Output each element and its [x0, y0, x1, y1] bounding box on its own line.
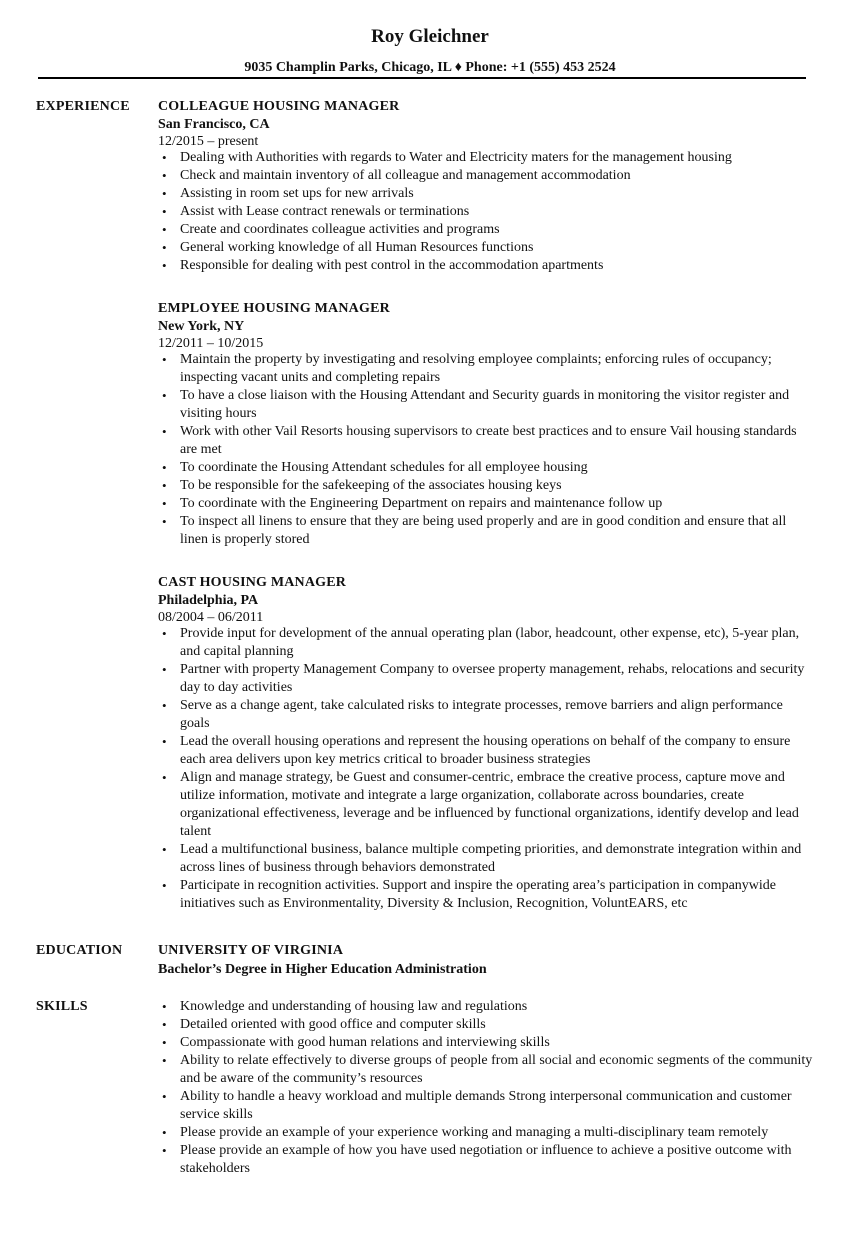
bullet-dot: • [162, 514, 167, 529]
bullet-item [158, 167, 813, 185]
header-divider [38, 77, 806, 79]
bullet-text: To inspect all linens to ensure that they are being used properly and are in good condition and ensure that all linen is properly stored [180, 514, 787, 547]
skills-bullets [158, 998, 813, 1178]
bullet-item [158, 257, 813, 275]
bullet-dot: • [162, 352, 167, 367]
job-dates: 12/2011 – 10/2015 [158, 336, 264, 351]
bullet-dot: • [162, 626, 167, 641]
bullet-text: Responsible for dealing with pest control in the accommodation apartments [180, 258, 604, 273]
bullet-dot: • [162, 258, 167, 273]
job-bullets [158, 625, 813, 913]
bullet-item [158, 459, 813, 477]
bullet-dot: • [162, 734, 167, 749]
job-title: COLLEAGUE HOUSING MANAGER [158, 99, 400, 114]
bullet-text: Maintain the property by investigating and resolving employee complaints; enforcing rules of occupancy; inspecting vacant units and completing repairs [180, 352, 772, 385]
bullet-item [158, 423, 813, 459]
bullet-text: Assisting in room set ups for new arrivals [180, 186, 414, 201]
education-entry [158, 942, 813, 980]
education-school: UNIVERSITY OF VIRGINIA [158, 943, 344, 958]
section-label-skills: SKILLS [36, 999, 88, 1014]
bullet-item [158, 769, 813, 841]
bullet-item [158, 1052, 813, 1088]
bullet-text: Dealing with Authorities with regards to Water and Electricity maters for the management housing [180, 150, 732, 165]
bullet-dot: • [162, 388, 167, 403]
bullet-dot: • [162, 478, 167, 493]
bullet-dot: • [162, 204, 167, 219]
job-bullets [158, 351, 813, 549]
candidate-name: Roy Gleichner [371, 26, 489, 47]
bullet-text: Please provide an example of your experience working and managing a multi-disciplinary team remotely [180, 1125, 769, 1140]
bullet-text: Ability to relate effectively to diverse groups of people from all social and economic segments of the community and be aware of the community’s resources [180, 1053, 813, 1086]
job-entry [158, 300, 813, 549]
bullet-item [158, 1016, 813, 1034]
bullet-dot: • [162, 1053, 167, 1068]
bullet-dot: • [162, 1089, 167, 1104]
bullet-text: Work with other Vail Resorts housing supervisors to create best practices and to ensure Vail housing standards are met [180, 424, 797, 457]
bullet-text: Detailed oriented with good office and computer skills [180, 1017, 486, 1032]
job-location: New York, NY [158, 319, 245, 334]
job-title: CAST HOUSING MANAGER [158, 575, 347, 590]
bullet-text: Partner with property Management Company to oversee property management, rehabs, relocations and security day to day activities [180, 662, 805, 695]
bullet-text: Participate in recognition activities. Support and inspire the operating area’s participation in companywide initiatives such as Environmentality, Diversity & Inclusion, Recognition, VoluntEARS, etc [180, 878, 776, 911]
job-location: San Francisco, CA [158, 117, 270, 132]
bullet-dot: • [162, 842, 167, 857]
bullet-item [158, 351, 813, 387]
job-title: EMPLOYEE HOUSING MANAGER [158, 301, 390, 316]
job-entry [158, 98, 813, 275]
bullet-item [158, 998, 813, 1016]
job-entry [158, 574, 813, 913]
bullet-dot: • [162, 1017, 167, 1032]
bullet-item [158, 513, 813, 549]
bullet-item [158, 221, 813, 239]
bullet-text: Align and manage strategy, be Guest and consumer-centric, embrace the creative process, capture move and utilize information, motivate and integrate a large organization, collaborate across boundaries, create organizational effectiveness, leverage and be influenced by functional organizations, identify develop and lead talent [180, 770, 799, 839]
bullet-item [158, 841, 813, 877]
bullet-item [158, 387, 813, 423]
bullet-dot: • [162, 698, 167, 713]
bullet-dot: • [162, 424, 167, 439]
bullet-text: Lead the overall housing operations and represent the housing operations on behalf of the company to ensure each area delivers upon key metrics critical to broader business strategies [180, 734, 791, 767]
bullet-dot: • [162, 240, 167, 255]
bullet-text: Compassionate with good human relations and interviewing skills [180, 1035, 550, 1050]
bullet-item [158, 877, 813, 913]
bullet-text: Check and maintain inventory of all colleague and management accommodation [180, 168, 631, 183]
bullet-text: Serve as a change agent, take calculated risks to integrate processes, remove barriers and align performance goals [180, 698, 783, 731]
bullet-dot: • [162, 496, 167, 511]
bullet-text: Ability to handle a heavy workload and multiple demands Strong interpersonal communication and customer service skills [180, 1089, 792, 1122]
bullet-item [158, 697, 813, 733]
bullet-text: Create and coordinates colleague activities and programs [180, 222, 500, 237]
bullet-item [158, 1142, 813, 1178]
bullet-item [158, 1034, 813, 1052]
bullet-text: To coordinate with the Engineering Department on repairs and maintenance follow up [180, 496, 663, 511]
bullet-dot: • [162, 150, 167, 165]
bullet-item [158, 1088, 813, 1124]
bullet-dot: • [162, 1125, 167, 1140]
bullet-item [158, 733, 813, 769]
bullet-dot: • [162, 662, 167, 677]
bullet-item [158, 661, 813, 697]
job-location: Philadelphia, PA [158, 593, 259, 608]
bullet-dot: • [162, 770, 167, 785]
job-dates: 08/2004 – 06/2011 [158, 610, 264, 625]
bullet-dot: • [162, 1143, 167, 1158]
bullet-item [158, 239, 813, 257]
bullet-dot: • [162, 222, 167, 237]
bullet-text: General working knowledge of all Human Resources functions [180, 240, 534, 255]
bullet-text: Assist with Lease contract renewals or terminations [180, 204, 470, 219]
skills-entry [158, 998, 813, 1178]
bullet-text: Lead a multifunctional business, balance multiple competing priorities, and demonstrate integration within and across lines of business through behaviors demonstrated [180, 842, 802, 875]
bullet-dot: • [162, 878, 167, 893]
bullet-text: Please provide an example of how you have used negotiation or influence to achieve a positive outcome with stakeholders [180, 1143, 792, 1176]
bullet-item [158, 477, 813, 495]
bullet-text: To be responsible for the safekeeping of the associates housing keys [180, 478, 562, 493]
job-dates: 12/2015 – present [158, 134, 259, 149]
bullet-item [158, 149, 813, 167]
education-degree: Bachelor’s Degree in Higher Education Administration [158, 962, 487, 977]
bullet-item [158, 495, 813, 513]
bullet-item [158, 203, 813, 221]
bullet-dot: • [162, 168, 167, 183]
section-label-education: EDUCATION [36, 943, 123, 958]
bullet-dot: • [162, 460, 167, 475]
bullet-text: Provide input for development of the annual operating plan (labor, headcount, other expense, etc), 5-year plan, and capital planning [180, 626, 800, 659]
bullet-item [158, 625, 813, 661]
contact-line: 9035 Champlin Parks, Chicago, IL ♦ Phone: +1 (555) 453 2524 [244, 60, 616, 75]
bullet-item [158, 1124, 813, 1142]
section-label-experience: EXPERIENCE [36, 99, 130, 114]
bullet-text: To have a close liaison with the Housing Attendant and Security guards in monitoring the visitor register and visiting hours [180, 388, 790, 421]
bullet-text: To coordinate the Housing Attendant schedules for all employee housing [180, 460, 588, 475]
bullet-text: Knowledge and understanding of housing law and regulations [180, 999, 528, 1014]
bullet-dot: • [162, 1035, 167, 1050]
job-bullets [158, 149, 813, 275]
bullet-dot: • [162, 186, 167, 201]
bullet-dot: • [162, 999, 167, 1014]
bullet-item [158, 185, 813, 203]
